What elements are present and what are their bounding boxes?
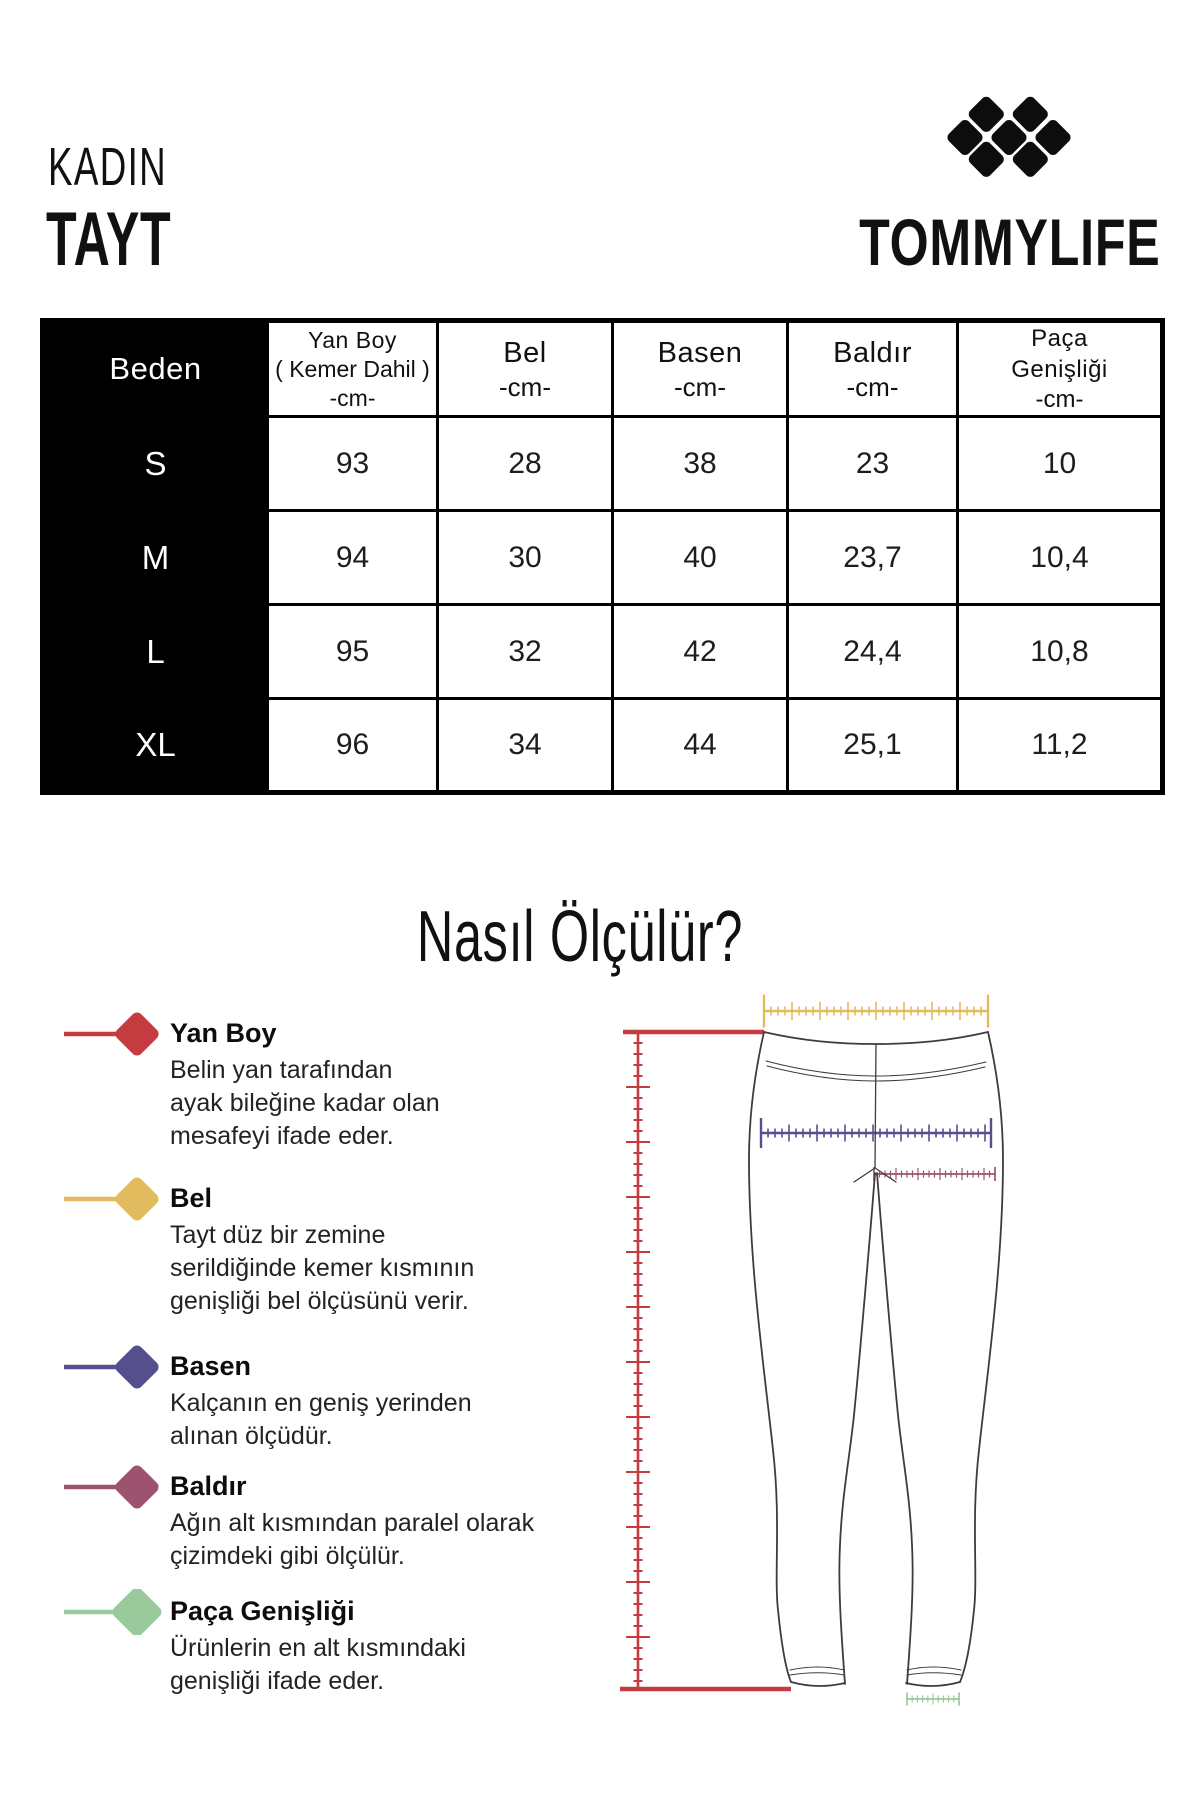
cell-value: 32: [438, 605, 613, 699]
cell-value: 42: [613, 605, 788, 699]
cell-value: 94: [268, 511, 438, 605]
legend-desc: serildiğinde kemer kısmının: [170, 1254, 475, 1282]
col-header-bel: Bel -cm-: [438, 321, 613, 417]
leggings-outline: [749, 1032, 1003, 1686]
col-header-basen: Basen -cm-: [613, 321, 788, 417]
paca-genisligi-diamond-icon: [62, 1589, 162, 1635]
measure-legend: [62, 1016, 548, 1698]
legend-name: Bel: [170, 1183, 213, 1213]
baldir-diamond-icon: [62, 1464, 162, 1510]
cell-value: 25,1: [788, 699, 958, 793]
legend-item-yan-boy: [62, 1016, 548, 1153]
brand-wordmark: TOMMYLIFE: [858, 205, 1160, 279]
legend-desc: Ürünlerin en alt kısmındaki: [170, 1634, 466, 1662]
legend-desc: Ağın alt kısmından paralel olarak: [170, 1509, 535, 1537]
cell-value: 10,4: [958, 511, 1163, 605]
cell-value: 11,2: [958, 699, 1163, 793]
size-label: L: [43, 605, 268, 699]
legend-desc: Tayt düz bir zemine: [170, 1221, 386, 1249]
legend-name: Basen: [170, 1351, 252, 1381]
cell-value: 40: [613, 511, 788, 605]
size-label: XL: [43, 699, 268, 793]
legend-desc: mesafeyi ifade eder.: [170, 1122, 394, 1150]
col-header-baldir: Baldır -cm-: [788, 321, 958, 417]
cell-value: 23: [788, 417, 958, 511]
bel-diamond-icon: [62, 1176, 162, 1222]
cell-value: 44: [613, 699, 788, 793]
legend-item-bel: [62, 1181, 548, 1318]
legend-desc: alınan ölçüdür.: [170, 1422, 333, 1450]
cell-value: 23,7: [788, 511, 958, 605]
leggings-measurement-diagram: [598, 985, 1008, 1715]
size-table: [40, 318, 1165, 795]
legend-desc: genişliği bel ölçüsünü verir.: [170, 1287, 469, 1315]
legend-item-basen: [62, 1349, 548, 1453]
legend-name: Baldır: [170, 1471, 247, 1501]
table-row-l: [43, 605, 1163, 699]
col-header-yan-boy: Yan Boy ( Kemer Dahil ) -cm-: [268, 321, 438, 417]
cell-value: 34: [438, 699, 613, 793]
cell-value: 10: [958, 417, 1163, 511]
basen-diamond-icon: [62, 1344, 162, 1390]
legend-name: Paça Genişliği: [170, 1596, 355, 1626]
legend-item-paca-genisligi: [62, 1594, 548, 1698]
col-header-beden: Beden: [43, 321, 268, 417]
tommylife-logo-icon: [943, 90, 1075, 185]
size-label: S: [43, 417, 268, 511]
table-row-m: [43, 511, 1163, 605]
legend-item-baldir: [62, 1469, 548, 1573]
legend-desc: çizimdeki gibi ölçülür.: [170, 1542, 405, 1570]
size-table-header-row: [43, 321, 1163, 417]
cell-value: 95: [268, 605, 438, 699]
category-title: KADIN: [48, 137, 168, 197]
legend-desc: Kalçanın en geniş yerinden: [170, 1389, 472, 1417]
yan-boy-diamond-icon: [62, 1011, 162, 1057]
table-row-s: [43, 417, 1163, 511]
cell-value: 93: [268, 417, 438, 511]
size-label: M: [43, 511, 268, 605]
cell-value: 38: [613, 417, 788, 511]
legend-desc: ayak bileğine kadar olan: [170, 1089, 440, 1117]
bel-ruler: [764, 995, 988, 1028]
cell-value: 28: [438, 417, 613, 511]
cell-value: 96: [268, 699, 438, 793]
legend-desc: Belin yan tarafından: [170, 1056, 393, 1084]
cell-value: 24,4: [788, 605, 958, 699]
col-header-paca-genisligi: Paça Genişliği -cm-: [958, 321, 1163, 417]
table-row-xl: [43, 699, 1163, 793]
cell-value: 10,8: [958, 605, 1163, 699]
legend-name: Yan Boy: [170, 1018, 277, 1048]
legend-desc: genişliği ifade eder.: [170, 1667, 385, 1695]
how-to-measure-title: Nasıl Ölçülür?: [416, 897, 744, 977]
cell-value: 30: [438, 511, 613, 605]
paca-ruler: [907, 1693, 959, 1706]
product-title: TAYT: [46, 197, 172, 282]
yan-boy-ruler: [626, 1032, 650, 1689]
